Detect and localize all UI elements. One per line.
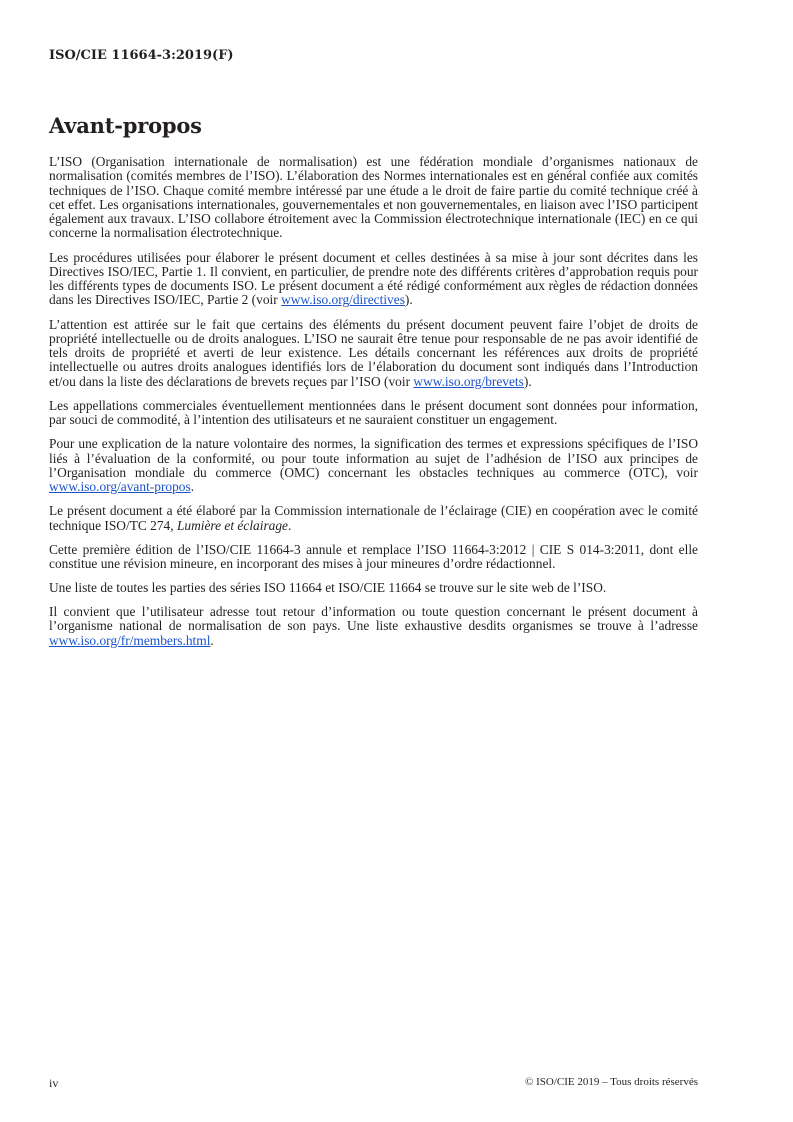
paragraph-3-end: ). — [523, 373, 532, 389]
paragraph-9-text: Il convient que l’utilisateur adresse tout retour d’information ou toute question concernant le présent document à l’organisme national de normalisation de son pays. Une liste exhaustive desdits organismes se trouve à l’adresse — [49, 604, 698, 634]
paragraph-8: Une liste de toutes les parties des séries ISO 11664 et ISO/CIE 11664 se trouve sur le site web de l’ISO. — [49, 580, 607, 595]
paragraph-3 — [49, 318, 698, 389]
paragraph-5 — [49, 437, 698, 494]
paragraph-4: Les appellations commerciales éventuellement mentionnées dans le présent document sont données pour information, par souci de commodité, à l’intention des utilisateurs et ne sauraient constituer un engagement. — [49, 397, 698, 428]
page-title: Avant-propos — [49, 113, 202, 138]
members-link[interactable]: www.iso.org/fr/members.html — [49, 632, 211, 648]
paragraph-6-end: . — [288, 517, 292, 533]
avant-propos-link[interactable]: www.iso.org/avant-propos — [49, 479, 191, 495]
page-number: iv — [49, 1076, 59, 1090]
paragraph-9 — [49, 605, 698, 648]
paragraph-5-text: Pour une explication de la nature volontaire des normes, la signification des termes et expressions spécifiques de l’ISO liés à l’évaluation de la conformité, ou pour toute information au sujet de l’adhésion de l’ISO aux principes de l’Organisation mondiale du commerce (OMC) concernant les obstacles techniques au commerce (OTC), voir — [49, 436, 698, 480]
paragraph-2-end: ). — [404, 292, 413, 308]
directives-link[interactable]: www.iso.org/directives — [281, 292, 405, 308]
foreword-body — [49, 155, 698, 658]
document-id-header: ISO/CIE 11664-3:2019(F) — [49, 48, 234, 63]
paragraph-5-end: . — [190, 479, 195, 495]
paragraph-1: L’ISO (Organisation internationale de normalisation) est une fédération mondiale d’organismes nationaux de normalisation (comités membres de l’ISO). L’élaboration des Normes internationales est en général confiée aux comités techniques de l’ISO. Chaque comité membre intéressé par une étude a le droit de faire partie du comité technique créé à cet effet. Les organisations internationales, gouvernementales et non gouvernementales, en liaison avec l’ISO participent également aux travaux. L’ISO collabore étroitement avec la Commission électrotechnique internationale (IEC) en ce qui concerne la normalisation électrotechnique. — [49, 154, 698, 241]
paragraph-2 — [49, 251, 698, 308]
paragraph-6-text: Le présent document a été élaboré par la Commission internationale de l’éclairage (CIE) en coopération avec le comité technique ISO/TC 274, — [49, 503, 698, 533]
paragraph-2-text: Les procédures utilisées pour élaborer le présent document et celles destinées à sa mise à jour sont décrites dans les Directives ISO/IEC, Partie 1. Il convient, en particulier, de prendre note des différents critères d’approbation requis pour les différents types de documents ISO. Le présent document a été rédigé conformément aux règles de rédaction données dans les Directives ISO/IEC, Partie 2 (voir — [49, 249, 698, 308]
committee-title: Lumière et éclairage — [176, 517, 288, 533]
paragraph-9-end: . — [210, 632, 214, 648]
paragraph-7: Cette première édition de l’ISO/CIE 11664-3 annule et remplace l’ISO 11664-3:2012 | CIE S 014-3:2011, dont elle constitue une révision mineure, en incorporant des mises à jour mineures d’ordre rédactionnel. — [49, 541, 698, 571]
paragraph-3-text: L’attention est attirée sur le fait que certains des éléments du présent document peuvent faire l’objet de droits de propriété intellectuelle ou de droits analogues. L’ISO ne saurait être tenue pour responsable de ne pas avoir identifié de tels droits de propriété et averti de leur existence. Les détails concernant les références aux droits de propriété intellectuelle ou autres droits analogues identifiés lors de l’élaboration du document sont indiqués dans l’Introduction et/ou dans la liste des déclarations de brevets reçues par l’ISO (voir — [49, 316, 698, 389]
brevets-link[interactable]: www.iso.org/brevets — [413, 373, 524, 389]
paragraph-6 — [49, 504, 698, 533]
copyright-notice: © ISO/CIE 2019 – Tous droits réservés — [525, 1076, 698, 1088]
